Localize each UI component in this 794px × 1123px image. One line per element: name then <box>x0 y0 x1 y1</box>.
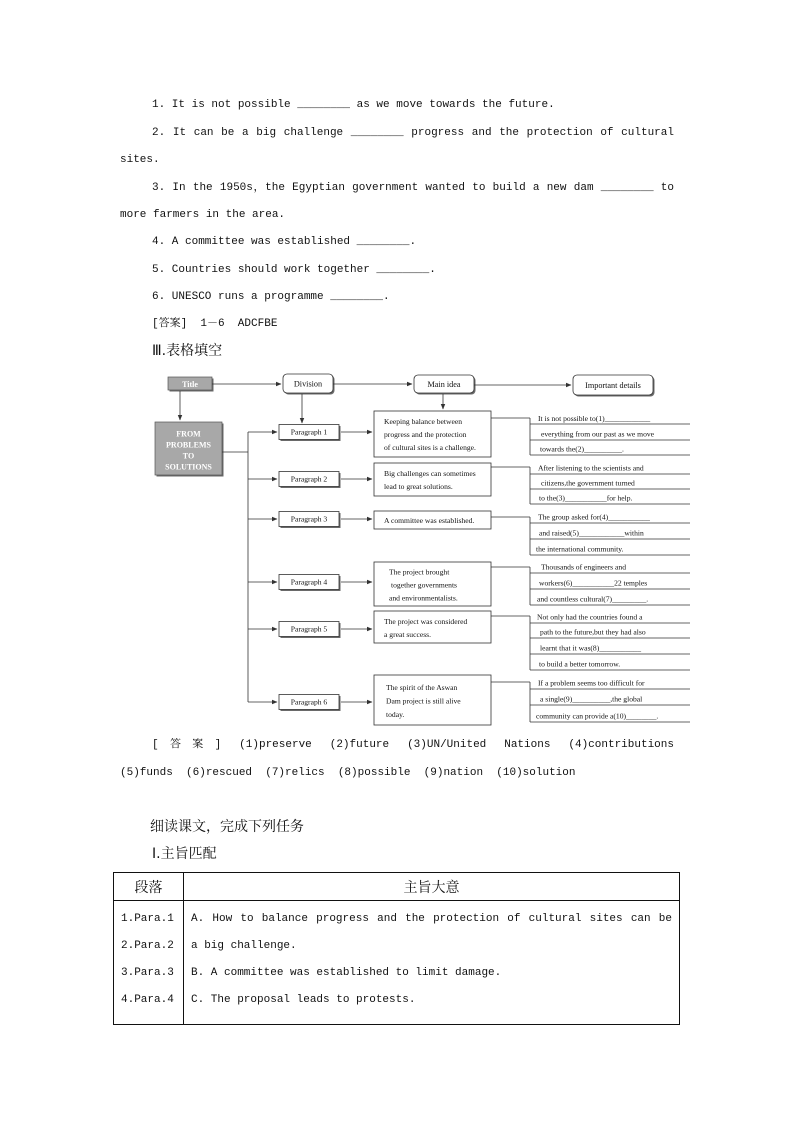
task-heading: 细读课文，完成下列任务 <box>150 819 304 835</box>
details-5-line-2: path to the future,but they had also <box>540 627 646 637</box>
details-1-line-2: everything from our past as we move <box>541 429 655 439</box>
main-idea-3-line-1: A committee was established. <box>384 516 475 525</box>
main-idea-1-line-3: of cultural sites is a challenge. <box>384 443 476 452</box>
main-idea-4-line-2: together governments <box>391 580 458 590</box>
structure-diagram <box>0 365 794 730</box>
main-idea-6-line-3: today. <box>386 710 405 719</box>
title-box-line-3: TO <box>182 451 195 461</box>
paragraph-6-row <box>248 675 690 725</box>
main-idea-header-label: Main idea <box>427 380 461 389</box>
main-idea-column <box>184 901 680 1025</box>
question-2-line-2: sites. <box>120 154 160 166</box>
paragraph-2-row <box>248 463 690 504</box>
table-main-idea-text: a big challenge. <box>191 940 297 952</box>
main-idea-6-line-2: Dam project is still alive <box>386 696 461 706</box>
details-3-line-2: and raised(5)____________within <box>539 528 644 538</box>
table-para-label: 2.Para.2 <box>121 940 174 952</box>
details-2-line-1: After listening to the scientists and <box>538 463 644 473</box>
question-1: 1. It is not possible ________ as we move towards the future. <box>152 99 555 111</box>
paragraph-2-label: Paragraph 2 <box>290 474 328 484</box>
details-4-line-2: workers(6)___________22 temples <box>539 578 648 588</box>
table-para-label: 1.Para.1 <box>121 913 174 925</box>
title-header-label: Title <box>182 379 198 389</box>
details-header-label: Important details <box>585 381 641 390</box>
main-idea-2-box <box>374 463 491 496</box>
paragraph-6-label: Paragraph 6 <box>290 697 328 707</box>
main-idea-1-line-1: Keeping balance between <box>384 417 463 426</box>
main-idea-2-line-1: Big challenges can sometimes <box>384 469 476 478</box>
details-6-line-3: community can provide a(10)________. <box>536 711 659 721</box>
details-1-line-3: towards the(2)__________. <box>540 444 624 454</box>
question-6: 6. UNESCO runs a programme ________. <box>152 291 390 303</box>
details-5-line-4: to build a better tomorrow. <box>539 659 621 669</box>
details-4-line-3: and countless cultural(7)_________. <box>537 594 649 604</box>
table-main-idea-text: A. How to balance progress and the protection of cultural sites can be <box>191 913 672 925</box>
details-3-line-3: the international community. <box>536 544 624 554</box>
details-4-line-1: Thousands of engineers and <box>541 562 626 572</box>
title-box <box>155 422 224 477</box>
paragraph-3-label: Paragraph 3 <box>290 514 328 524</box>
details-3-line-1: The group asked for(4)___________ <box>538 512 650 522</box>
title-box-line-1: FROM <box>176 429 201 439</box>
main-idea-5-line-2: a great success. <box>384 630 432 639</box>
details-5-line-3: learnt that it was(8)___________ <box>540 643 642 653</box>
main-idea-6-line-1: The spirit of the Aswan <box>386 683 458 692</box>
question-2-line-1: 2. It can be a big challenge ________ progress and the protection of cultural <box>152 127 674 139</box>
details-5-line-1: Not only had the countries found a <box>537 612 643 622</box>
paragraph-4-row <box>248 562 690 606</box>
section-3-heading: Ⅲ.表格填空 <box>152 343 223 359</box>
paragraph-5-row <box>248 611 690 670</box>
main-idea-5-line-1: The project was considered <box>384 617 468 626</box>
section-1-heading: Ⅰ.主旨匹配 <box>152 846 217 862</box>
paragraph-4-label: Paragraph 4 <box>290 577 328 587</box>
paragraph-5-label: Paragraph 5 <box>290 624 328 634</box>
paragraph-3-row <box>248 511 690 555</box>
question-4: 4. A committee was established ________. <box>152 236 417 248</box>
answer-key-1: [答案] 1－6 ADCFBE <box>152 318 278 330</box>
division-header-label: Division <box>293 379 323 389</box>
paragraph-1-row <box>248 411 690 457</box>
main-idea-1-line-2: progress and the protection <box>384 430 467 439</box>
title-box-line-2: PROBLEMS <box>166 440 211 450</box>
table-main-idea-text: B. A committee was established to limit damage. <box>191 967 502 979</box>
title-box-line-4: SOLUTIONS <box>165 462 212 472</box>
question-3-line-1: 3. In the 1950s，the Egyptian government wanted to build a new dam ________ to <box>152 182 674 194</box>
table-para-label: 4.Para.4 <box>121 994 174 1006</box>
details-1-line-1: It is not possible to(1)____________ <box>538 414 651 423</box>
details-2-line-3: to the(3)___________for help. <box>539 493 633 503</box>
main-idea-matching-table <box>113 872 680 1025</box>
question-3-line-2: more farmers in the area. <box>120 209 286 221</box>
table-header-paragraph: 段落 <box>114 873 184 901</box>
answer-key-2-line-1: [答案] (1)preserve (2)future (3)UN/United Nations (4)contributions <box>152 739 674 751</box>
question-5: 5. Countries should work together ________. <box>152 264 436 276</box>
details-6-line-1: If a problem seems too difficult for <box>538 678 645 688</box>
table-row <box>114 901 680 1025</box>
table-header-row <box>114 873 680 901</box>
main-idea-2-line-2: lead to great solutions. <box>384 482 453 491</box>
main-idea-4-line-1: The project brought <box>389 567 450 577</box>
details-6-line-2: a single(9)__________,the global <box>540 694 643 704</box>
table-main-idea-text: C. The proposal leads to protests. <box>191 994 416 1006</box>
table-para-label: 3.Para.3 <box>121 967 174 979</box>
main-idea-4-line-3: and environmentalists. <box>389 593 458 603</box>
details-2-line-2: citizens,the government turned <box>541 478 635 488</box>
answer-key-2-line-2: (5)funds (6)rescued (7)relics (8)possible (9)nation (10)solution <box>120 767 576 779</box>
paragraph-1-label: Paragraph 1 <box>290 427 328 437</box>
paragraph-column <box>114 901 184 1025</box>
table-header-main-idea: 主旨大意 <box>184 873 680 901</box>
